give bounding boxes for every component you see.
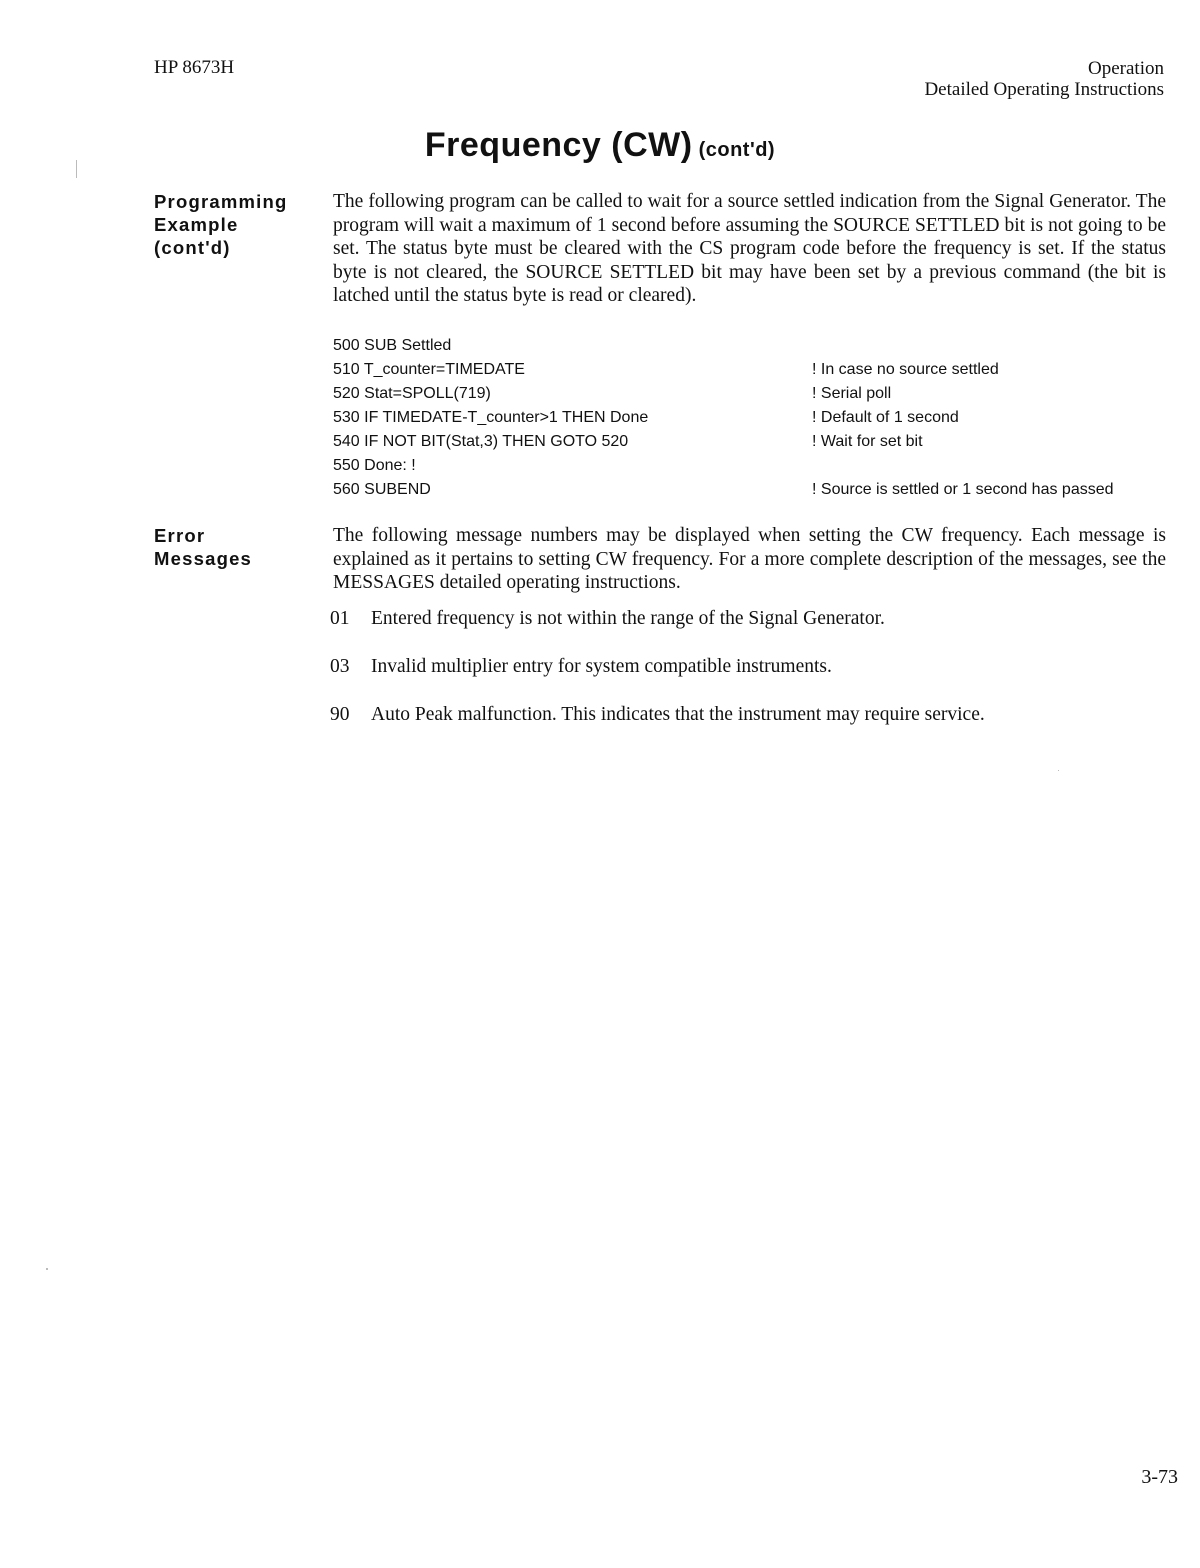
code-statement: 520 Stat=SPOLL(719) — [333, 385, 491, 402]
code-line — [333, 454, 1173, 478]
error-message-number: 01 — [330, 608, 350, 629]
program-listing — [333, 334, 1173, 502]
error-message-item — [330, 607, 885, 631]
error-message-text: Auto Peak malfunction. This indicates that the instrument may require service. — [371, 704, 985, 725]
error-message-item — [330, 655, 832, 679]
code-comment: ! Serial poll — [812, 385, 892, 402]
error-message-number: 03 — [330, 656, 350, 677]
code-comment: ! Wait for set bit — [812, 433, 923, 450]
code-statement: 560 SUBEND — [333, 481, 431, 498]
programming-example-intro: The following program can be called to wait for a source settled indication from the Signal Generator. The program will wait a maximum of 1 second before assuming the SOURCE SETTLED bit is not going to be set. The status byte must be cleared with the CS program code before the frequency is set. If the status byte is not cleared, the SOURCE SETTLED bit may have been set by a previous command (the bit is latched until the status byte is read or cleared). — [333, 191, 1166, 307]
page-title — [0, 126, 1200, 165]
header-subsection-title: Detailed Operating Instructions — [924, 79, 1164, 100]
code-statement: 500 SUB Settled — [333, 337, 452, 354]
heading-line: (cont'd) — [154, 237, 231, 258]
header-section-title: Operation — [1088, 58, 1164, 79]
page-number: 3-73 — [1141, 1466, 1178, 1488]
code-statement: 510 T_counter=TIMEDATE — [333, 361, 525, 378]
page-title-suffix: (cont'd) — [698, 139, 776, 161]
code-statement: 530 IF TIMEDATE-T_counter>1 THEN Done — [333, 409, 649, 426]
programming-example-heading — [154, 190, 287, 259]
error-messages-heading — [154, 524, 252, 570]
header-section — [924, 58, 1164, 100]
code-line — [333, 334, 1173, 358]
error-message-number: 90 — [330, 704, 350, 725]
code-comment: ! In case no source settled — [812, 361, 999, 378]
heading-line: Programming — [154, 191, 288, 212]
page-title-main: Frequency (CW) — [424, 126, 693, 164]
heading-line: Error — [154, 525, 206, 546]
scan-mark — [1058, 770, 1059, 771]
heading-line: Messages — [154, 548, 253, 569]
scan-mark — [46, 1268, 48, 1270]
code-comment: ! Default of 1 second — [812, 409, 959, 426]
header-model: HP 8673H — [154, 57, 235, 78]
code-line — [333, 430, 1173, 454]
heading-line: Example — [154, 214, 239, 235]
error-message-item — [330, 703, 985, 727]
code-statement: 540 IF NOT BIT(Stat,3) THEN GOTO 520 — [333, 433, 629, 450]
code-line — [333, 382, 1173, 406]
error-message-text: Entered frequency is not within the range of the Signal Generator. — [371, 608, 885, 629]
error-messages-intro: The following message numbers may be displayed when setting the CW frequency. Each message is explained as it pertains to setting CW frequency. For a more complete description of the messages, see the MESSAGES detailed operating instructions. — [333, 525, 1166, 594]
code-comment: ! Source is settled or 1 second has passed — [812, 481, 1114, 498]
code-line — [333, 406, 1173, 430]
code-line — [333, 358, 1173, 382]
scan-mark — [76, 160, 77, 178]
code-statement: 550 Done: ! — [333, 457, 416, 474]
code-line — [333, 478, 1173, 502]
error-message-text: Invalid multiplier entry for system compatible instruments. — [371, 656, 832, 677]
